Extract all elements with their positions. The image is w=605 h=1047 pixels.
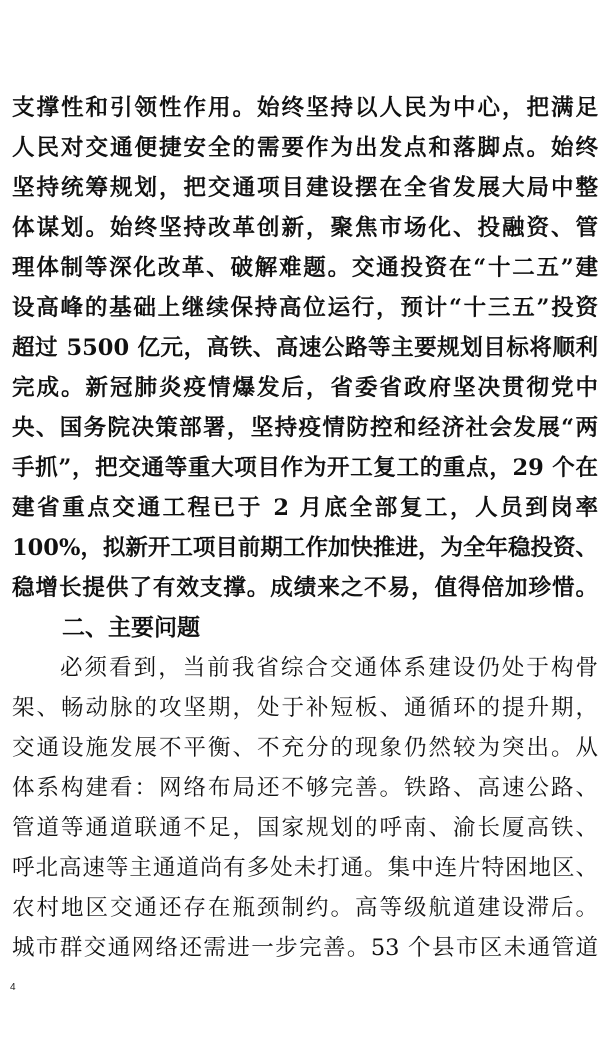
body-line: 建省重点交通工程已于 2 月底全部复工，人员到岗率 xyxy=(12,495,598,521)
body-line: 必须看到，当前我省综合交通体系建设仍处于构骨 xyxy=(60,655,598,681)
section-heading: 二、主要问题 xyxy=(62,615,200,641)
paragraph-main-problems xyxy=(12,648,598,968)
document-body xyxy=(12,88,598,968)
body-line: 央、国务院决策部署，坚持疫情防控和经济社会发展“两 xyxy=(12,415,598,441)
body-line: 体系构建看：网络布局还不够完善。铁路、高速公路、 xyxy=(12,775,598,801)
body-line: 交通设施发展不平衡、不充分的现象仍然较为突出。从 xyxy=(12,735,598,761)
paragraph-achievements xyxy=(12,88,598,608)
body-line: 支撑性和引领性作用。始终坚持以人民为中心，把满足 xyxy=(12,95,598,121)
body-line: 理体制等深化改革、破解难题。交通投资在“十二五”建 xyxy=(12,255,598,281)
page-number: 4 xyxy=(10,982,16,993)
body-line: 城市群交通网络还需进一步完善。53 个县市区未通管道 xyxy=(12,935,598,961)
body-line: 手抓”，把交通等重大项目作为开工复工的重点，29 个在 xyxy=(12,455,598,481)
body-line: 管道等通道联通不足，国家规划的呼南、渝长厦高铁、 xyxy=(12,815,598,841)
body-line: 设高峰的基础上继续保持高位运行，预计“十三五”投资 xyxy=(12,295,598,321)
body-line: 100%，拟新开工项目前期工作加快推进，为全年稳投资、 xyxy=(12,535,598,561)
body-line: 体谋划。始终坚持改革创新，聚焦市场化、投融资、管 xyxy=(12,215,598,241)
body-line: 架、畅动脉的攻坚期，处于补短板、通循环的提升期， xyxy=(12,695,598,721)
body-line: 人民对交通便捷安全的需要作为出发点和落脚点。始终 xyxy=(12,135,598,161)
body-line: 呼北高速等主通道尚有多处未打通。集中连片特困地区、 xyxy=(12,855,598,881)
body-line: 超过 5500 亿元，高铁、高速公路等主要规划目标将顺利 xyxy=(12,335,598,361)
body-line: 完成。新冠肺炎疫情爆发后，省委省政府坚决贯彻党中 xyxy=(12,375,598,401)
body-line: 坚持统筹规划，把交通项目建设摆在全省发展大局中整 xyxy=(12,175,598,201)
body-line: 稳增长提供了有效支撑。成绩来之不易，值得倍加珍惜。 xyxy=(12,575,598,601)
body-line: 农村地区交通还存在瓶颈制约。高等级航道建设滞后。 xyxy=(12,895,598,921)
